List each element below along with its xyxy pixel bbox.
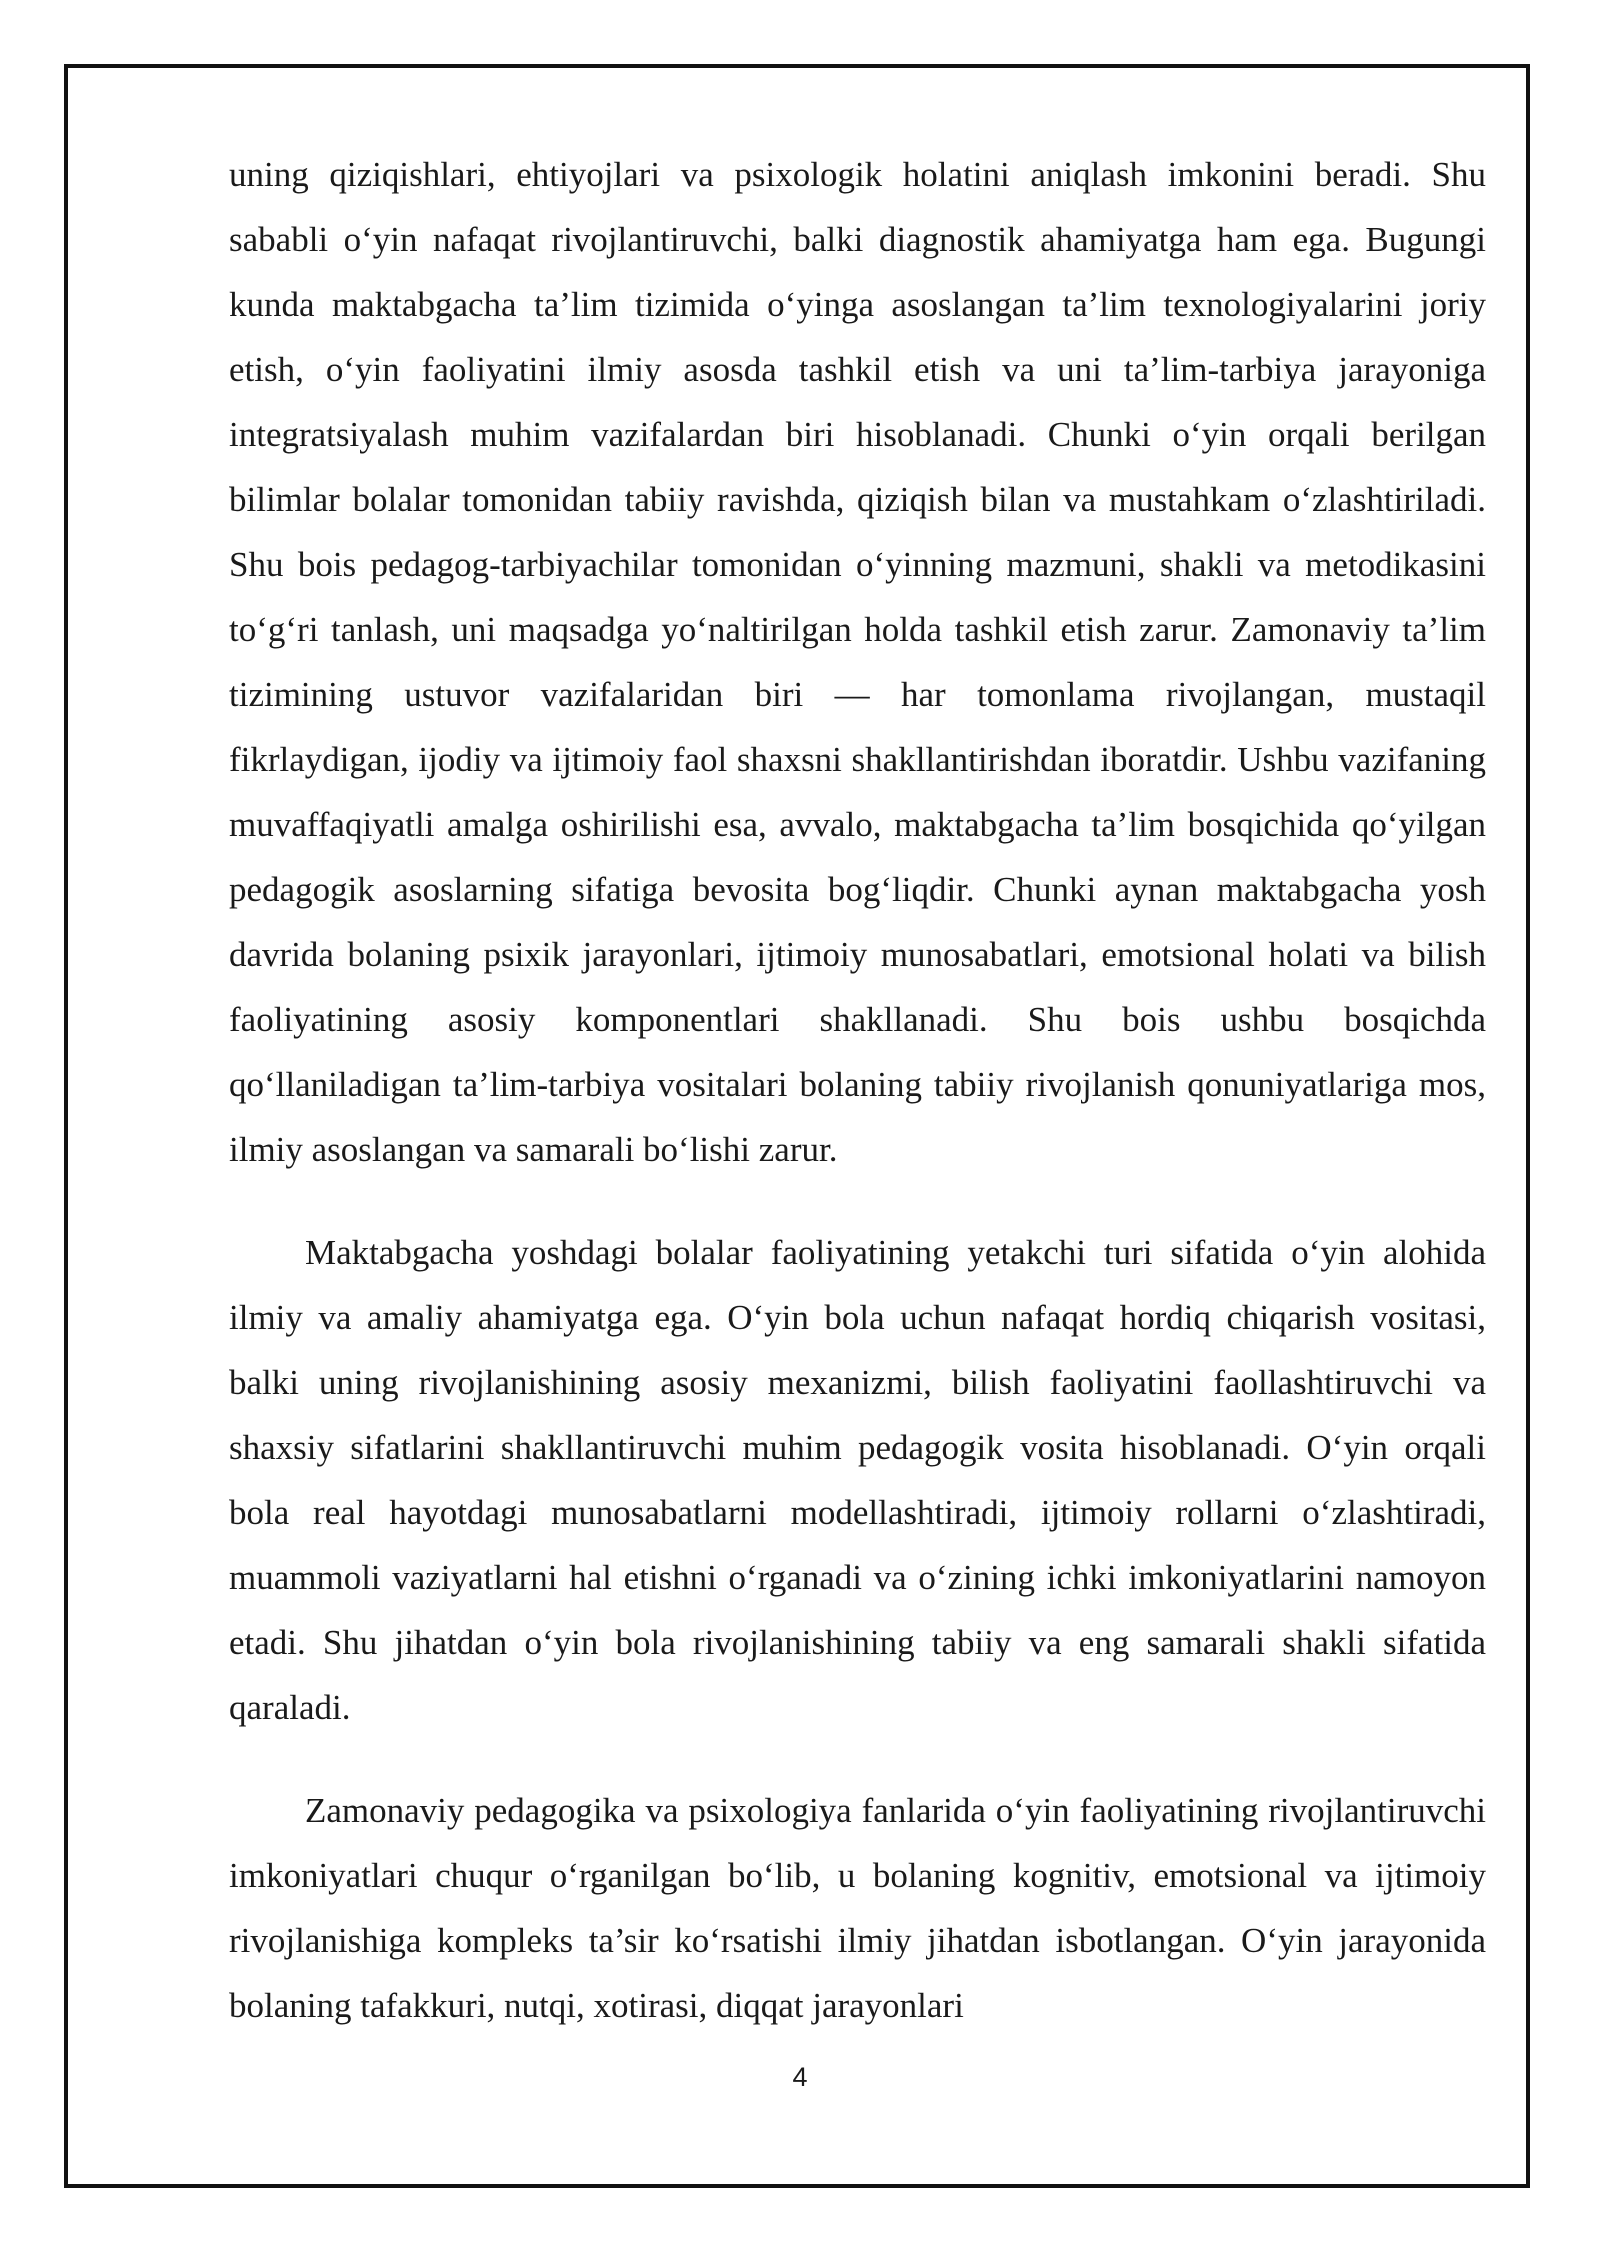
body-text [229,142,1486,2038]
page-number: 4 [792,2062,808,2092]
paragraph-continuation: uning qiziqishlari, ehtiyojlari va psixologik holatini aniqlash imkonini beradi. Shu sababli o‘yin nafaqat rivojlantiruvchi, balki diagnostik ahamiyatga ham ega. Bugungi kunda maktabgacha ta’lim tizimida o‘yinga asoslangan ta’lim texnologiyalarini joriy etish, o‘yin faoliyatini ilmiy asosda tashkil etish va uni ta’lim-tarbiya jarayoniga integratsiyalash muhim vazifalardan biri hisoblanadi. Chunki o‘yin orqali berilgan bilimlar bolalar tomonidan tabiiy ravishda, qiziqish bilan va mustahkam o‘zlashtiriladi. Shu bois pedagog-tarbiyachilar tomonidan o‘yinning mazmuni, shakli va metodikasini to‘g‘ri tanlash, uni maqsadga yo‘naltirilgan holda tashkil etish zarur. Zamonaviy ta’lim tizimining ustuvor vazifalaridan biri — har tomonlama rivojlangan, mustaqil fikrlaydigan, ijodiy va ijtimoiy faol shaxsni shakllantirishdan iboratdir. Ushbu vazifaning muvaffaqiyatli amalga oshirilishi esa, avvalo, maktabgacha ta’lim bosqichida qo‘yilgan pedagogik asoslarning sifatiga bevosita bog‘liqdir. Chunki aynan maktabgacha yosh davrida bolaning psixik jarayonlari, ijtimoiy munosabatlari, emotsional holati va bilish faoliyatining asosiy komponentlari shakllanadi. Shu bois ushbu bosqichda qo‘llaniladigan ta’lim-tarbiya vositalari bolaning tabiiy rivojlanish qonuniyatlariga mos, ilmiy asoslangan va samarali bo‘lishi zarur. [229,155,1486,1169]
paragraph: Zamonaviy pedagogika va psixologiya fanlarida o‘yin faoliyatining rivojlantiruvchi imkoniyatlari chuqur o‘rganilgan bo‘lib, u bolaning kognitiv, emotsional va ijtimoiy rivojlanishiga kompleks ta’sir ko‘rsatishi ilmiy jihatdan isbotlangan. O‘yin jarayonida bolaning tafakkuri, nutqi, xotirasi, diqqat jarayonlari [229,1791,1486,2025]
paragraph: Maktabgacha yoshdagi bolalar faoliyatining yetakchi turi sifatida o‘yin alohida ilmiy va amaliy ahamiyatga ega. O‘yin bola uchun nafaqat hordiq chiqarish vositasi, balki uning rivojlanishining asosiy mexanizmi, bilish faoliyatini faollashtiruvchi va shaxsiy sifatlarini shakllantiruvchi muhim pedagogik vosita hisoblanadi. O‘yin orqali bola real hayotdagi munosabatlarni modellashtiradi, ijtimoiy rollarni o‘zlashtiradi, muammoli vaziyatlarni hal etishni o‘rganadi va o‘zining ichki imkoniyatlarini namoyon etadi. Shu jihatdan o‘yin bola rivojlanishining tabiiy va eng samarali shakli sifatida qaraladi. [229,1233,1486,1727]
